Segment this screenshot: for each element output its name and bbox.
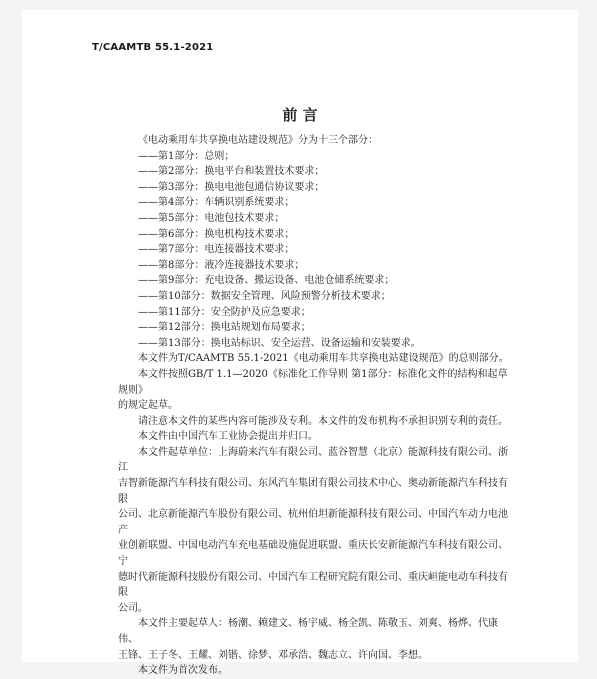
foreword-body [118,133,510,679]
paragraph-drafting-units-6: 公司。 [118,602,148,614]
paragraph-drafting-units-2: 吉智新能源汽车科技有限公司、东风汽车集团有限公司技术中心、奥动新能源汽车科技有限 [118,478,508,505]
list-item: ——第13部分：换电站标识、安全运营、设备运输和安装要求。 [138,337,421,349]
paragraph-drafting-units-4: 业创新联盟、中国电动汽车充电基础设施促进联盟、重庆长安新能源汽车科技有限公司、宁 [118,540,508,568]
list-item: ——第6部分：换电机构技术要求； [138,228,295,240]
list-item: ——第2部分：换电平台和装置技术要求； [138,166,325,178]
list-item: ——第11部分：安全防护及应急要求； [138,306,311,318]
page-title: 前 言 [282,106,318,124]
list-item: ——第7部分：电连接器技术要求； [138,244,295,256]
document-page [22,10,578,677]
standard-code: T/CAAMTB 55.1-2021 [92,42,214,53]
list-item: ——第1部分：总则； [138,150,235,162]
paragraph-proposer: 本文件由中国汽车工业协会提出并归口。 [138,431,318,443]
list-item: ——第4部分：车辆识别系统要求； [138,197,295,209]
list-item: ——第12部分：换电站规划布局要求； [138,322,311,334]
parts-list [118,149,510,352]
paragraph-drafters-2: 王锋、王子冬、王耀、刘锴、徐梦、邓承浩、魏志立、许向国、李想。 [118,649,428,661]
paragraph-drafting-rules-1: 本文件按照GB/T 1.1—2020《标准化工作导则 第1部分：标准化文件的结构和起草规则》 [118,368,508,396]
list-item: ——第3部分：换电电池包通信协议要求； [138,181,325,193]
paragraph-drafting-units-3: 公司、北京新能源汽车股份有限公司、杭州伯坦新能源科技有限公司、中国汽车动力电池产 [118,509,508,536]
list-item: ——第10部分：数据安全管理、风险预警分析技术要求； [138,290,391,302]
paragraph-drafting-rules-2: 的规定起草。 [118,400,178,412]
list-item: ——第5部分：电池包技术要求； [138,212,285,224]
paragraph-patent-notice: 请注意本文件的某些内容可能涉及专利。本文件的发布机构不承担识别专利的责任。 [138,415,508,427]
paragraph-drafting-units-1: 本文件起草单位：上海蔚来汽车有限公司、蓝谷智慧（北京）能源科技有限公司、浙江 [118,446,508,474]
paragraph-drafters-1: 本文件主要起草人：杨潮、赖建文、杨宇威、杨全凯、陈敬玉、刘爽、杨烨、代康伟、 [118,618,498,645]
paragraph-scope: 本文件为T/CAAMTB 55.1-2021《电动乘用车共享换电站建设规范》的总则部分。 [138,353,509,365]
paragraph-drafting-units-5: 德时代新能源科技股份有限公司、中国汽车工程研究院有限公司、重庆峘能电动车科技有限 [118,571,508,599]
intro-line: 《电动乘用车共享换电站建设规范》分为十三个部分： [138,135,378,146]
list-item: ——第9部分：充电设备、搬运设备、电池仓储系统要求； [138,275,395,287]
list-item: ——第8部分：液冷连接器技术要求； [138,259,305,271]
paragraph-first-release: 本文件为首次发布。 [138,665,228,677]
